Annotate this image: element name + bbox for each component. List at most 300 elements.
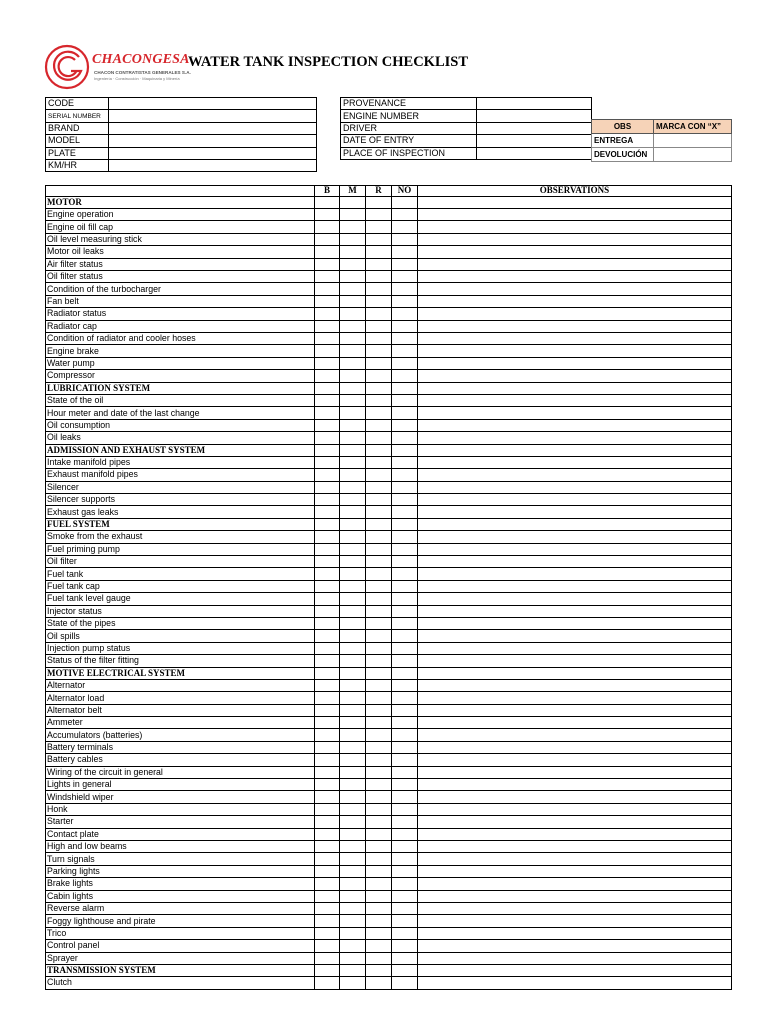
rating-cell-m[interactable] bbox=[340, 308, 366, 320]
rating-cell-m[interactable] bbox=[340, 481, 366, 493]
rating-cell-m[interactable] bbox=[340, 729, 366, 741]
rating-cell-m[interactable] bbox=[340, 655, 366, 667]
observations-field[interactable] bbox=[418, 233, 732, 245]
rating-cell-m[interactable] bbox=[340, 258, 366, 270]
rating-cell-b[interactable] bbox=[315, 655, 340, 667]
observations-field[interactable] bbox=[418, 890, 732, 902]
observations-field[interactable] bbox=[418, 283, 732, 295]
rating-cell-no[interactable] bbox=[392, 419, 418, 431]
rating-cell-no[interactable] bbox=[392, 320, 418, 332]
rating-cell-r[interactable] bbox=[366, 841, 392, 853]
rating-cell-m[interactable] bbox=[340, 432, 366, 444]
rating-cell-m[interactable] bbox=[340, 841, 366, 853]
rating-cell-r[interactable] bbox=[366, 915, 392, 927]
rating-cell-r[interactable] bbox=[366, 456, 392, 468]
rating-cell-b[interactable] bbox=[315, 568, 340, 580]
rating-cell-no[interactable] bbox=[392, 308, 418, 320]
rating-cell-m[interactable] bbox=[340, 494, 366, 506]
rating-cell-b[interactable] bbox=[315, 605, 340, 617]
rating-cell-m[interactable] bbox=[340, 543, 366, 555]
rating-cell-no[interactable] bbox=[392, 915, 418, 927]
observations-field[interactable] bbox=[418, 506, 732, 518]
rating-cell-no[interactable] bbox=[392, 704, 418, 716]
observations-field[interactable] bbox=[418, 729, 732, 741]
observations-field[interactable] bbox=[418, 308, 732, 320]
observations-field[interactable] bbox=[418, 717, 732, 729]
rating-cell-r[interactable] bbox=[366, 927, 392, 939]
rating-cell-b[interactable] bbox=[315, 271, 340, 283]
rating-cell-m[interactable] bbox=[340, 605, 366, 617]
rating-cell-r[interactable] bbox=[366, 704, 392, 716]
rating-cell-m[interactable] bbox=[340, 766, 366, 778]
rating-cell-b[interactable] bbox=[315, 754, 340, 766]
rating-cell-b[interactable] bbox=[315, 332, 340, 344]
rating-cell-m[interactable] bbox=[340, 816, 366, 828]
observations-field[interactable] bbox=[418, 221, 732, 233]
rating-cell-r[interactable] bbox=[366, 332, 392, 344]
rating-cell-m[interactable] bbox=[340, 915, 366, 927]
rating-cell-b[interactable] bbox=[315, 556, 340, 568]
rating-cell-r[interactable] bbox=[366, 741, 392, 753]
rating-cell-m[interactable] bbox=[340, 295, 366, 307]
rating-cell-no[interactable] bbox=[392, 853, 418, 865]
rating-cell-no[interactable] bbox=[392, 481, 418, 493]
observations-field[interactable] bbox=[418, 556, 732, 568]
rating-cell-no[interactable] bbox=[392, 692, 418, 704]
info-value-field[interactable] bbox=[109, 147, 317, 159]
observations-field[interactable] bbox=[418, 927, 732, 939]
rating-cell-r[interactable] bbox=[366, 593, 392, 605]
rating-cell-r[interactable] bbox=[366, 853, 392, 865]
info-value-field[interactable] bbox=[109, 135, 317, 147]
rating-cell-m[interactable] bbox=[340, 246, 366, 258]
rating-cell-m[interactable] bbox=[340, 754, 366, 766]
rating-cell-m[interactable] bbox=[340, 506, 366, 518]
rating-cell-b[interactable] bbox=[315, 593, 340, 605]
rating-cell-m[interactable] bbox=[340, 580, 366, 592]
rating-cell-r[interactable] bbox=[366, 766, 392, 778]
rating-cell-r[interactable] bbox=[366, 902, 392, 914]
rating-cell-b[interactable] bbox=[315, 766, 340, 778]
observations-field[interactable] bbox=[418, 295, 732, 307]
rating-cell-m[interactable] bbox=[340, 717, 366, 729]
observations-field[interactable] bbox=[418, 704, 732, 716]
rating-cell-m[interactable] bbox=[340, 332, 366, 344]
rating-cell-no[interactable] bbox=[392, 258, 418, 270]
observations-field[interactable] bbox=[418, 617, 732, 629]
observations-field[interactable] bbox=[418, 370, 732, 382]
rating-cell-r[interactable] bbox=[366, 568, 392, 580]
rating-cell-b[interactable] bbox=[315, 419, 340, 431]
rating-cell-r[interactable] bbox=[366, 580, 392, 592]
rating-cell-m[interactable] bbox=[340, 630, 366, 642]
rating-cell-m[interactable] bbox=[340, 593, 366, 605]
rating-cell-r[interactable] bbox=[366, 283, 392, 295]
rating-cell-r[interactable] bbox=[366, 630, 392, 642]
rating-cell-no[interactable] bbox=[392, 902, 418, 914]
rating-cell-no[interactable] bbox=[392, 221, 418, 233]
rating-cell-no[interactable] bbox=[392, 357, 418, 369]
rating-cell-no[interactable] bbox=[392, 580, 418, 592]
rating-cell-r[interactable] bbox=[366, 717, 392, 729]
observations-field[interactable] bbox=[418, 419, 732, 431]
rating-cell-r[interactable] bbox=[366, 803, 392, 815]
rating-cell-r[interactable] bbox=[366, 308, 392, 320]
observations-field[interactable] bbox=[418, 469, 732, 481]
observations-field[interactable] bbox=[418, 494, 732, 506]
rating-cell-b[interactable] bbox=[315, 481, 340, 493]
rating-cell-m[interactable] bbox=[340, 271, 366, 283]
observations-field[interactable] bbox=[418, 841, 732, 853]
rating-cell-r[interactable] bbox=[366, 729, 392, 741]
rating-cell-no[interactable] bbox=[392, 617, 418, 629]
rating-cell-no[interactable] bbox=[392, 543, 418, 555]
observations-field[interactable] bbox=[418, 320, 732, 332]
rating-cell-b[interactable] bbox=[315, 952, 340, 964]
observations-field[interactable] bbox=[418, 345, 732, 357]
rating-cell-r[interactable] bbox=[366, 531, 392, 543]
observations-field[interactable] bbox=[418, 977, 732, 989]
rating-cell-r[interactable] bbox=[366, 692, 392, 704]
rating-cell-m[interactable] bbox=[340, 642, 366, 654]
rating-cell-b[interactable] bbox=[315, 258, 340, 270]
observations-field[interactable] bbox=[418, 580, 732, 592]
rating-cell-no[interactable] bbox=[392, 791, 418, 803]
rating-cell-b[interactable] bbox=[315, 357, 340, 369]
rating-cell-r[interactable] bbox=[366, 394, 392, 406]
rating-cell-no[interactable] bbox=[392, 469, 418, 481]
rating-cell-m[interactable] bbox=[340, 320, 366, 332]
observations-field[interactable] bbox=[418, 605, 732, 617]
observations-field[interactable] bbox=[418, 741, 732, 753]
observations-field[interactable] bbox=[418, 209, 732, 221]
observations-field[interactable] bbox=[418, 828, 732, 840]
rating-cell-m[interactable] bbox=[340, 283, 366, 295]
rating-cell-r[interactable] bbox=[366, 779, 392, 791]
info-value-field[interactable] bbox=[477, 110, 592, 122]
rating-cell-no[interactable] bbox=[392, 271, 418, 283]
rating-cell-r[interactable] bbox=[366, 617, 392, 629]
rating-cell-no[interactable] bbox=[392, 679, 418, 691]
rating-cell-b[interactable] bbox=[315, 717, 340, 729]
rating-cell-r[interactable] bbox=[366, 370, 392, 382]
rating-cell-b[interactable] bbox=[315, 506, 340, 518]
delivery-mark-field[interactable] bbox=[654, 134, 732, 148]
observations-field[interactable] bbox=[418, 271, 732, 283]
info-value-field[interactable] bbox=[477, 147, 592, 159]
rating-cell-b[interactable] bbox=[315, 246, 340, 258]
observations-field[interactable] bbox=[418, 332, 732, 344]
rating-cell-b[interactable] bbox=[315, 630, 340, 642]
rating-cell-no[interactable] bbox=[392, 816, 418, 828]
rating-cell-b[interactable] bbox=[315, 940, 340, 952]
rating-cell-b[interactable] bbox=[315, 977, 340, 989]
info-value-field[interactable] bbox=[109, 122, 317, 134]
observations-field[interactable] bbox=[418, 803, 732, 815]
rating-cell-r[interactable] bbox=[366, 605, 392, 617]
rating-cell-m[interactable] bbox=[340, 556, 366, 568]
rating-cell-b[interactable] bbox=[315, 320, 340, 332]
info-value-field[interactable] bbox=[109, 159, 317, 171]
rating-cell-no[interactable] bbox=[392, 456, 418, 468]
rating-cell-b[interactable] bbox=[315, 741, 340, 753]
rating-cell-r[interactable] bbox=[366, 432, 392, 444]
rating-cell-b[interactable] bbox=[315, 617, 340, 629]
rating-cell-no[interactable] bbox=[392, 717, 418, 729]
rating-cell-b[interactable] bbox=[315, 878, 340, 890]
rating-cell-b[interactable] bbox=[315, 432, 340, 444]
observations-field[interactable] bbox=[418, 357, 732, 369]
rating-cell-m[interactable] bbox=[340, 679, 366, 691]
observations-field[interactable] bbox=[418, 679, 732, 691]
rating-cell-m[interactable] bbox=[340, 927, 366, 939]
rating-cell-no[interactable] bbox=[392, 394, 418, 406]
rating-cell-no[interactable] bbox=[392, 841, 418, 853]
rating-cell-m[interactable] bbox=[340, 617, 366, 629]
rating-cell-r[interactable] bbox=[366, 295, 392, 307]
rating-cell-no[interactable] bbox=[392, 246, 418, 258]
observations-field[interactable] bbox=[418, 865, 732, 877]
rating-cell-m[interactable] bbox=[340, 977, 366, 989]
rating-cell-r[interactable] bbox=[366, 419, 392, 431]
rating-cell-no[interactable] bbox=[392, 233, 418, 245]
observations-field[interactable] bbox=[418, 952, 732, 964]
info-value-field[interactable] bbox=[109, 98, 317, 110]
observations-field[interactable] bbox=[418, 915, 732, 927]
rating-cell-no[interactable] bbox=[392, 927, 418, 939]
rating-cell-b[interactable] bbox=[315, 803, 340, 815]
rating-cell-r[interactable] bbox=[366, 952, 392, 964]
rating-cell-r[interactable] bbox=[366, 246, 392, 258]
rating-cell-m[interactable] bbox=[340, 419, 366, 431]
observations-field[interactable] bbox=[418, 456, 732, 468]
rating-cell-r[interactable] bbox=[366, 655, 392, 667]
rating-cell-b[interactable] bbox=[315, 704, 340, 716]
rating-cell-no[interactable] bbox=[392, 828, 418, 840]
rating-cell-m[interactable] bbox=[340, 853, 366, 865]
rating-cell-r[interactable] bbox=[366, 878, 392, 890]
rating-cell-r[interactable] bbox=[366, 977, 392, 989]
info-value-field[interactable] bbox=[477, 98, 592, 110]
rating-cell-b[interactable] bbox=[315, 828, 340, 840]
observations-field[interactable] bbox=[418, 816, 732, 828]
observations-field[interactable] bbox=[418, 432, 732, 444]
rating-cell-b[interactable] bbox=[315, 779, 340, 791]
observations-field[interactable] bbox=[418, 692, 732, 704]
observations-field[interactable] bbox=[418, 394, 732, 406]
observations-field[interactable] bbox=[418, 791, 732, 803]
rating-cell-no[interactable] bbox=[392, 642, 418, 654]
rating-cell-no[interactable] bbox=[392, 655, 418, 667]
rating-cell-r[interactable] bbox=[366, 345, 392, 357]
rating-cell-m[interactable] bbox=[340, 221, 366, 233]
rating-cell-r[interactable] bbox=[366, 828, 392, 840]
rating-cell-r[interactable] bbox=[366, 543, 392, 555]
rating-cell-m[interactable] bbox=[340, 890, 366, 902]
rating-cell-r[interactable] bbox=[366, 506, 392, 518]
rating-cell-b[interactable] bbox=[315, 543, 340, 555]
rating-cell-no[interactable] bbox=[392, 593, 418, 605]
rating-cell-no[interactable] bbox=[392, 878, 418, 890]
rating-cell-b[interactable] bbox=[315, 370, 340, 382]
rating-cell-m[interactable] bbox=[340, 902, 366, 914]
rating-cell-r[interactable] bbox=[366, 469, 392, 481]
rating-cell-no[interactable] bbox=[392, 779, 418, 791]
rating-cell-no[interactable] bbox=[392, 803, 418, 815]
rating-cell-no[interactable] bbox=[392, 432, 418, 444]
rating-cell-r[interactable] bbox=[366, 407, 392, 419]
observations-field[interactable] bbox=[418, 630, 732, 642]
rating-cell-b[interactable] bbox=[315, 209, 340, 221]
rating-cell-m[interactable] bbox=[340, 531, 366, 543]
observations-field[interactable] bbox=[418, 246, 732, 258]
rating-cell-no[interactable] bbox=[392, 209, 418, 221]
rating-cell-m[interactable] bbox=[340, 357, 366, 369]
rating-cell-b[interactable] bbox=[315, 531, 340, 543]
rating-cell-b[interactable] bbox=[315, 456, 340, 468]
rating-cell-b[interactable] bbox=[315, 221, 340, 233]
rating-cell-no[interactable] bbox=[392, 977, 418, 989]
rating-cell-r[interactable] bbox=[366, 481, 392, 493]
rating-cell-b[interactable] bbox=[315, 692, 340, 704]
rating-cell-b[interactable] bbox=[315, 233, 340, 245]
rating-cell-no[interactable] bbox=[392, 729, 418, 741]
info-value-field[interactable] bbox=[477, 135, 592, 147]
rating-cell-r[interactable] bbox=[366, 320, 392, 332]
rating-cell-m[interactable] bbox=[340, 692, 366, 704]
rating-cell-m[interactable] bbox=[340, 704, 366, 716]
rating-cell-r[interactable] bbox=[366, 233, 392, 245]
rating-cell-no[interactable] bbox=[392, 865, 418, 877]
rating-cell-m[interactable] bbox=[340, 209, 366, 221]
rating-cell-m[interactable] bbox=[340, 233, 366, 245]
observations-field[interactable] bbox=[418, 766, 732, 778]
rating-cell-no[interactable] bbox=[392, 940, 418, 952]
rating-cell-m[interactable] bbox=[340, 940, 366, 952]
rating-cell-b[interactable] bbox=[315, 927, 340, 939]
rating-cell-r[interactable] bbox=[366, 679, 392, 691]
rating-cell-b[interactable] bbox=[315, 494, 340, 506]
rating-cell-no[interactable] bbox=[392, 766, 418, 778]
rating-cell-r[interactable] bbox=[366, 940, 392, 952]
rating-cell-r[interactable] bbox=[366, 816, 392, 828]
rating-cell-m[interactable] bbox=[340, 407, 366, 419]
rating-cell-no[interactable] bbox=[392, 754, 418, 766]
observations-field[interactable] bbox=[418, 258, 732, 270]
info-value-field[interactable] bbox=[477, 122, 592, 134]
rating-cell-b[interactable] bbox=[315, 394, 340, 406]
rating-cell-no[interactable] bbox=[392, 890, 418, 902]
rating-cell-r[interactable] bbox=[366, 791, 392, 803]
rating-cell-r[interactable] bbox=[366, 221, 392, 233]
observations-field[interactable] bbox=[418, 779, 732, 791]
rating-cell-m[interactable] bbox=[340, 828, 366, 840]
rating-cell-m[interactable] bbox=[340, 865, 366, 877]
rating-cell-m[interactable] bbox=[340, 568, 366, 580]
rating-cell-r[interactable] bbox=[366, 556, 392, 568]
rating-cell-b[interactable] bbox=[315, 890, 340, 902]
rating-cell-r[interactable] bbox=[366, 754, 392, 766]
rating-cell-r[interactable] bbox=[366, 357, 392, 369]
rating-cell-m[interactable] bbox=[340, 394, 366, 406]
rating-cell-r[interactable] bbox=[366, 209, 392, 221]
observations-field[interactable] bbox=[418, 531, 732, 543]
rating-cell-r[interactable] bbox=[366, 865, 392, 877]
rating-cell-no[interactable] bbox=[392, 506, 418, 518]
rating-cell-m[interactable] bbox=[340, 370, 366, 382]
rating-cell-no[interactable] bbox=[392, 630, 418, 642]
observations-field[interactable] bbox=[418, 593, 732, 605]
rating-cell-no[interactable] bbox=[392, 407, 418, 419]
observations-field[interactable] bbox=[418, 655, 732, 667]
rating-cell-b[interactable] bbox=[315, 345, 340, 357]
observations-field[interactable] bbox=[418, 407, 732, 419]
rating-cell-m[interactable] bbox=[340, 469, 366, 481]
observations-field[interactable] bbox=[418, 543, 732, 555]
info-value-field[interactable] bbox=[109, 110, 317, 122]
rating-cell-b[interactable] bbox=[315, 642, 340, 654]
rating-cell-m[interactable] bbox=[340, 741, 366, 753]
rating-cell-no[interactable] bbox=[392, 332, 418, 344]
rating-cell-m[interactable] bbox=[340, 803, 366, 815]
rating-cell-m[interactable] bbox=[340, 952, 366, 964]
rating-cell-no[interactable] bbox=[392, 295, 418, 307]
rating-cell-no[interactable] bbox=[392, 556, 418, 568]
rating-cell-b[interactable] bbox=[315, 816, 340, 828]
rating-cell-b[interactable] bbox=[315, 407, 340, 419]
rating-cell-no[interactable] bbox=[392, 370, 418, 382]
rating-cell-no[interactable] bbox=[392, 345, 418, 357]
observations-field[interactable] bbox=[418, 481, 732, 493]
rating-cell-no[interactable] bbox=[392, 283, 418, 295]
rating-cell-b[interactable] bbox=[315, 915, 340, 927]
rating-cell-b[interactable] bbox=[315, 308, 340, 320]
rating-cell-no[interactable] bbox=[392, 531, 418, 543]
rating-cell-no[interactable] bbox=[392, 494, 418, 506]
rating-cell-m[interactable] bbox=[340, 779, 366, 791]
observations-field[interactable] bbox=[418, 642, 732, 654]
rating-cell-no[interactable] bbox=[392, 568, 418, 580]
rating-cell-r[interactable] bbox=[366, 271, 392, 283]
rating-cell-b[interactable] bbox=[315, 679, 340, 691]
rating-cell-b[interactable] bbox=[315, 580, 340, 592]
return-mark-field[interactable] bbox=[654, 148, 732, 162]
rating-cell-b[interactable] bbox=[315, 283, 340, 295]
rating-cell-m[interactable] bbox=[340, 791, 366, 803]
rating-cell-m[interactable] bbox=[340, 345, 366, 357]
rating-cell-b[interactable] bbox=[315, 853, 340, 865]
rating-cell-r[interactable] bbox=[366, 494, 392, 506]
rating-cell-r[interactable] bbox=[366, 642, 392, 654]
observations-field[interactable] bbox=[418, 940, 732, 952]
rating-cell-m[interactable] bbox=[340, 878, 366, 890]
rating-cell-no[interactable] bbox=[392, 952, 418, 964]
rating-cell-no[interactable] bbox=[392, 741, 418, 753]
rating-cell-b[interactable] bbox=[315, 469, 340, 481]
rating-cell-b[interactable] bbox=[315, 791, 340, 803]
rating-cell-r[interactable] bbox=[366, 258, 392, 270]
rating-cell-b[interactable] bbox=[315, 841, 340, 853]
rating-cell-b[interactable] bbox=[315, 295, 340, 307]
rating-cell-no[interactable] bbox=[392, 605, 418, 617]
observations-field[interactable] bbox=[418, 754, 732, 766]
rating-cell-b[interactable] bbox=[315, 865, 340, 877]
rating-cell-b[interactable] bbox=[315, 902, 340, 914]
observations-field[interactable] bbox=[418, 853, 732, 865]
observations-field[interactable] bbox=[418, 902, 732, 914]
rating-cell-b[interactable] bbox=[315, 729, 340, 741]
observations-field[interactable] bbox=[418, 568, 732, 580]
